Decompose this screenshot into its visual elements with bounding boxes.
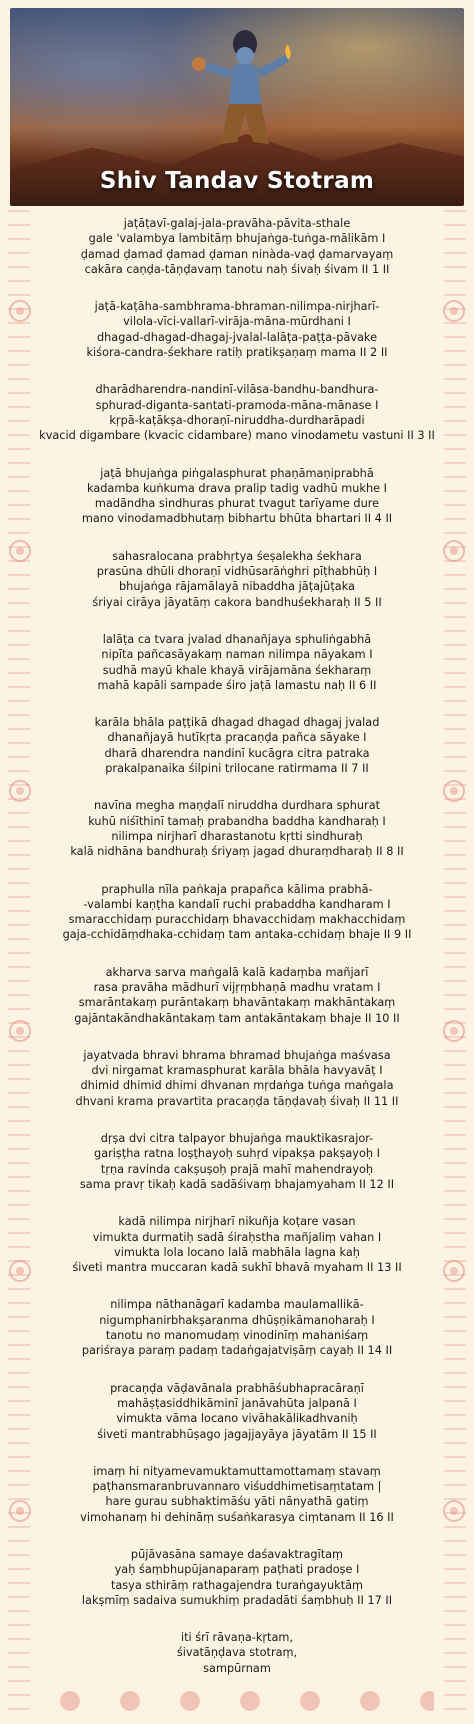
verse-line: dhimid dhimid dhimi dhvanan mṛdaṅga tuṅga maṅgala — [80, 1079, 394, 1093]
bottom-ornament — [40, 1690, 434, 1712]
verse-line: śiveti mantrabhūṣago jagajjayāya jāyatām II 15 II — [97, 1427, 377, 1441]
verse-line: yaḥ śaṃbhupūjanaparaṃ paṭhati pradoṣe I — [114, 1563, 360, 1577]
rosette-ornament — [443, 1020, 465, 1042]
verse-13 — [30, 1214, 444, 1275]
verse-line: tṛṇa ravinda cakṣuṣoḥ prajā mahī mahendrayoḥ — [100, 1162, 374, 1176]
verse-line: bhujaṅga rājamālayā nibaddha jāṭajūṭaka — [119, 580, 355, 594]
verse-line: pariśraya paraṃ padaṃ tadaṅgajatviṣāṃ cayaḥ II 14 II — [81, 1344, 393, 1358]
verse-line: gale 'valambya lambitāṃ bhujaṅga-tuṅga-mālikām I — [88, 232, 386, 246]
verse-line: gaja-cchidāṃdhaka-cchidaṃ tam antaka-cchidaṃ bhaje II 9 II — [62, 928, 412, 942]
verse-line: akharva sarva maṅgalā kalā kadaṃba mañjarī — [105, 965, 369, 979]
verse-line: ḍamad ḍamad ḍamad ḍaman ninàda-vaḍ ḍamarvayaṃ — [80, 247, 394, 261]
rosette-ornament — [9, 300, 31, 322]
verse-line: kṛpā-kaṭākṣa-dhoraṇī-niruddha-durdharāpadi — [109, 413, 365, 427]
verse-17 — [30, 1547, 444, 1608]
verse-line: kadā nilimpa nirjharī nikuñja koṭare vasan — [118, 1215, 356, 1229]
verse-line: śiveti mantra muccaran kadā sukhī bhavā myaham II 13 II — [72, 1261, 402, 1275]
verse-line: jaṭāṭavī-galaj-jala-pravāha-pāvita-sthale — [123, 217, 351, 230]
left-decorative-border — [8, 210, 30, 1710]
closing-line: sampūrnam — [203, 1661, 271, 1675]
verse-line: prakalpanaika śilpini trilocane ratirmama II 7 II — [105, 762, 369, 776]
stotram-text — [30, 216, 444, 1676]
verse-line: vimukta lola locano lalā mabhāla lagna kaḥ — [114, 1245, 360, 1259]
verse-10 — [30, 965, 444, 1026]
verse-8 — [30, 798, 444, 859]
verse-line: nilimpa nirjharī dharastanotu kṛtti sindhuraḥ — [111, 829, 363, 843]
verse-line: kalā nidhāna bandhuraḥ śriyaṃ jagad dhuraṃdharaḥ II 8 II — [70, 845, 404, 859]
verse-line: sphurad-diganta-santati-pramoda-māna-mānase I — [95, 398, 379, 412]
rosette-ornament — [9, 1020, 31, 1042]
verse-line: jaṭā-kaṭāha-sambhrama-bhraman-nilimpa-nirjharī- — [94, 300, 380, 314]
closing-line: iti śrī rāvaṇa-kṛtam, — [180, 1631, 294, 1645]
verse-line: mahāṣṭasiddhikāminī janāvahūta jalpanā I — [117, 1396, 357, 1410]
verse-line: sudhā mayū khale khayā virājamāna śekharaṃ — [102, 663, 372, 677]
verse-line: tasya sthirāṃ rathagajendra turaṅgayuktāṃ — [110, 1578, 364, 1592]
verse-line: paṭhansmaranbruvannaro viśuddhimetisaṃtatam | — [92, 1480, 382, 1494]
verse-6 — [30, 632, 444, 693]
verse-14 — [30, 1297, 444, 1358]
verse-line: prasūna dhūli dhoraṇī vidhūsarāṅghri pīṭhabhūḥ I — [96, 565, 378, 579]
verse-16 — [30, 1464, 444, 1525]
rosette-ornament — [443, 300, 465, 322]
verse-line: vilola-vīci-vallarī-virāja-māna-mūrdhani I — [123, 315, 351, 329]
verse-line: kadamba kuṅkuma drava pralip tadig vadhū mukhe I — [86, 481, 387, 495]
verse-line: nilimpa nāthanāgarī kadamba maulamallikā- — [110, 1298, 364, 1312]
verse-line: dharā dharendra nandinī kucāgra citra patraka — [104, 746, 370, 760]
verse-line: gajāntakāndhakāntakaṃ tam antakāntakaṃ bhaje II 10 II — [74, 1011, 400, 1025]
verse-line: jayatvada bhravi bhrama bhramad bhujaṅga maśvasa — [83, 1048, 391, 1062]
verse-line: pūjāvasāna samaye daśavaktragītaṃ — [130, 1548, 344, 1561]
verse-line: kvacid digambare (kvacic cidambare) mano vinodametu vastuni II 3 II — [39, 429, 435, 443]
verse-line: kuhū niśīthinī tamaḥ prabandha baddha kandharaḥ I — [88, 814, 386, 828]
verse-line: rasa pravāha mādhurī vijṛṃbhaṇā madhu vratam I — [93, 980, 381, 994]
verse-line: mahā kapāli sampade śiro jaṭā lamastu naḥ II 6 II — [97, 678, 377, 692]
verse-line: vimukta vāma locano vivāhakālikadhvaniḥ — [116, 1412, 358, 1426]
verse-line: jaṭā bhujaṅga piṅgalasphurat phaṇāmaṇiprabhā — [100, 466, 374, 480]
shiva-dancing-illustration — [185, 14, 305, 164]
verse-line: nipīta pañcasāyakaṃ naman nilimpa nāyakam I — [101, 648, 373, 662]
verse-line: śriyai cirāya jāyatāṃ cakora bandhuśekharaḥ II 5 II — [92, 595, 382, 609]
rosette-ornament — [9, 780, 31, 802]
verse-line: dhagad-dhagad-dhagaj-jvalal-lalāṭa-paṭṭa-pāvake — [96, 330, 378, 344]
verse-line: vimohanaṃ hi dehināṃ suśaṅkarasya ciṃtanam II 16 II — [80, 1510, 394, 1524]
rosette-ornament — [443, 1500, 465, 1522]
verse-line: kiśora-candra-śekhare ratiḥ pratikṣaṇaṃ mama II 2 II — [86, 346, 388, 360]
verse-line: madāndha sindhuras phurat tvagut tarīyame dure — [94, 497, 380, 511]
closing-line: śivatāṇḍava stotraṃ, — [176, 1646, 298, 1660]
verse-line: cakāra caṇḍa-tāṇḍavaṃ tanotu naḥ śivaḥ śivam II 1 II — [84, 262, 390, 276]
page-title: Shiv Tandav Stotram — [99, 168, 375, 194]
verse-line: pracaṇḍa vāḍavānala prabhāśubhapracāraṇī — [110, 1381, 364, 1395]
verse-line: smaracchidaṃ puracchidaṃ bhavacchidaṃ makhacchidaṃ — [68, 913, 406, 927]
verse-4 — [30, 466, 444, 527]
verse-line: lakṣmīṃ sadaiva sumukhiṃ pradadāti śaṃbhuḥ II 17 II — [81, 1593, 393, 1607]
verse-15 — [30, 1381, 444, 1442]
verse-9 — [30, 882, 444, 943]
verse-line: lalāṭa ca tvara jvalad dhanañjaya sphuliṅgabhā — [102, 632, 372, 646]
header-banner — [10, 8, 464, 206]
verse-line: vimukta durmatiḥ sadā śiraḥstha mañjaliṃ vahan I — [92, 1230, 382, 1244]
verse-line: gariṣṭha ratna loṣṭhayoḥ suhṛd vipakṣa pakṣayoḥ I — [94, 1147, 380, 1161]
verse-5 — [30, 549, 444, 610]
verse-11 — [30, 1048, 444, 1109]
verse-line: tanotu no manomudaṃ vinodinīṃ mahaniśaṃ — [105, 1329, 369, 1343]
right-decorative-border — [444, 210, 466, 1710]
verse-line: imaṃ hi nityamevamuktamuttamottamaṃ stavaṃ — [93, 1464, 381, 1478]
verse-line: dṛṣa dvi citra talpayor bhujaṅga mauktikasrajor- — [100, 1132, 374, 1146]
verse-line: dhanañjayā hutīkṛta pracaṇḍa pañca sāyake I — [107, 731, 367, 745]
rosette-ornament — [9, 1260, 31, 1282]
verse-line: sama pravṛ tikaḥ kadā sadāśivaṃ bhajamyaham II 12 II — [79, 1177, 395, 1191]
verse-2 — [30, 299, 444, 360]
rosette-ornament — [443, 780, 465, 802]
verse-line: smarāntakaṃ purāntakaṃ bhavāntakaṃ makhāntakaṃ — [78, 996, 396, 1010]
verse-line: -valambi kaṇṭha kandalī ruchi prabaddha kandharam I — [83, 897, 391, 911]
verse-line: navīna megha maṇḍalī niruddha durdhara sphurat — [93, 799, 381, 813]
rosette-ornament — [9, 1500, 31, 1522]
verse-3 — [30, 382, 444, 443]
rosette-ornament — [443, 540, 465, 562]
rosette-ornament — [443, 1260, 465, 1282]
rosette-ornament — [9, 540, 31, 562]
verse-line: mano vinodamadbhutaṃ bibhartu bhūta bhartari II 4 II — [81, 512, 393, 526]
verse-12 — [30, 1131, 444, 1192]
verse-line: dhvani krama pravartita pracaṇḍa tāṇḍavaḥ śivaḥ II 11 II — [75, 1094, 399, 1108]
verse-line: nigumphanirbhakṣaranma dhūṣṇikāmanoharaḥ I — [99, 1313, 375, 1327]
verse-line: hare gurau subhaktimāśu yāti nānyathā gatiṃ — [105, 1495, 369, 1509]
verse-line: dharādharendra-nandinī-vilāsa-bandhu-bandhura- — [95, 383, 379, 397]
closing-colophon — [30, 1630, 444, 1676]
verse-line: karāla bhāla paṭṭikā dhagad dhagad dhagaj jvalad — [94, 716, 380, 730]
verse-line: praphulla nīla paṅkaja prapañca kālima prabhā- — [101, 882, 373, 896]
verse-line: sahasralocana prabhṛtya śeṣalekha śekhara — [112, 549, 362, 563]
verse-7 — [30, 715, 444, 776]
verse-line: dvi nirgamat kramasphurat karāla bhāla havyavāṭ I — [91, 1064, 383, 1078]
verse-1 — [30, 216, 444, 277]
